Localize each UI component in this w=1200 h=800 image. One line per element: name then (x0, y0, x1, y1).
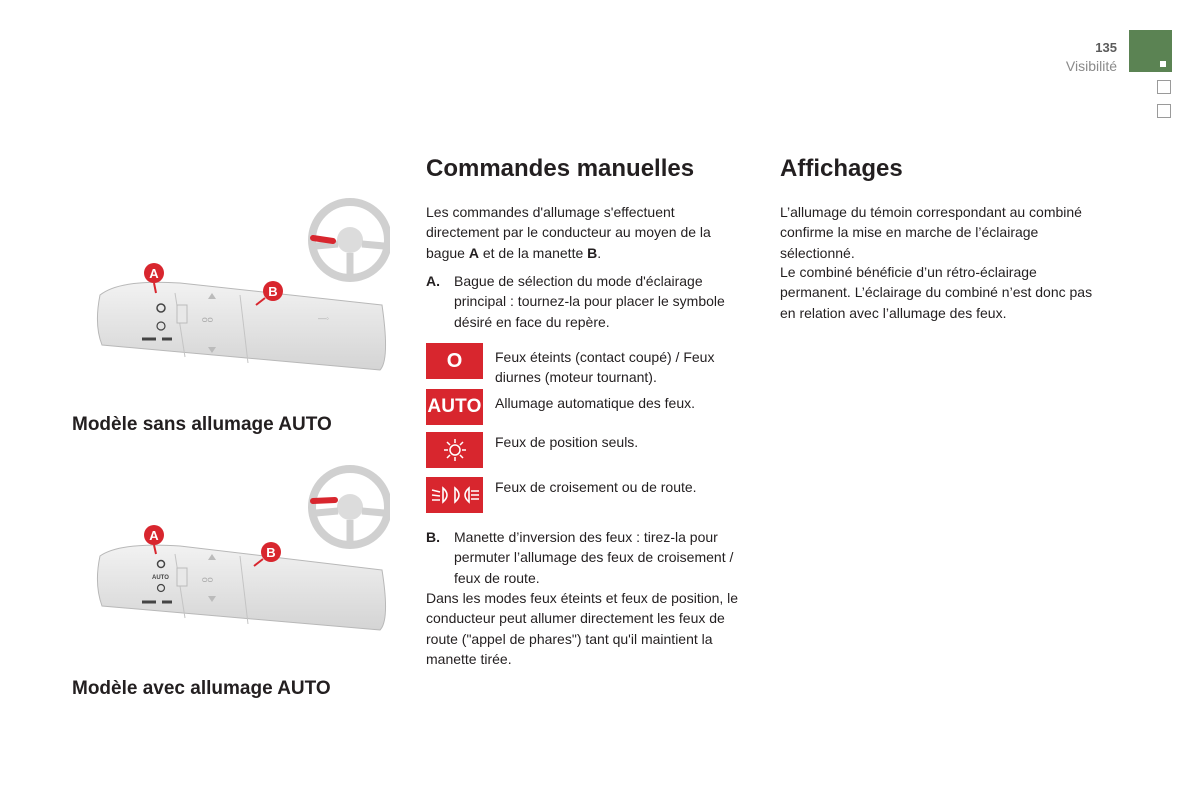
svg-text:B: B (266, 545, 276, 560)
sidelights-icon (426, 432, 483, 468)
stalk-highlight (313, 238, 333, 241)
steering-wheel-icon (312, 469, 388, 545)
chapter-tab[interactable] (1157, 104, 1171, 118)
headlights-icon (426, 477, 483, 513)
chapter-tab[interactable] (1157, 80, 1171, 94)
displays-text-1: L’allumage du témoin correspondant au combiné confirme la mise en marche de l’éclairage sélectionné. (780, 204, 1082, 261)
auto-lighting-icon: AUTO (426, 389, 483, 425)
page-number: 135 (1095, 40, 1117, 55)
chapter-tab-active[interactable] (1129, 30, 1172, 72)
heading-manual-controls: Commandes manuelles (426, 155, 695, 182)
stalk-highlight (313, 500, 335, 501)
lights-off-icon: O (426, 343, 483, 379)
displays-text-2: Le combiné bénéficie d’un rétro-éclairage permanent. L’éclairage du combiné n’est donc pas en relation avec l’allumage des feux. (780, 264, 1093, 321)
mode-text-off: Feux éteints (contact coupé) / Feux diurnes (moteur tournant). (495, 349, 715, 386)
svg-text:—◦: —◦ (318, 314, 329, 323)
caption-without-auto: Modèle sans allumage AUTO (72, 414, 332, 435)
svg-text:A: A (149, 266, 159, 281)
item-a: A. Bague de sélection du mode d'éclairage principal : tournez-la pour placer le symbole désiré en face du repère. (426, 273, 725, 330)
mode-text-auto: Allumage automatique des feux. (495, 395, 696, 411)
svg-text:AUTO: AUTO (152, 575, 169, 581)
item-b: B. Manette d’inversion des feux : tirez-la pour permuter l’allumage des feux de croisement / feux de route. (426, 529, 734, 586)
section-title: Visibilité (1065, 58, 1117, 74)
mode-text-sidelights: Feux de position seuls. (495, 434, 639, 450)
stalk-illustration-with-auto (80, 460, 390, 650)
manual-intro: Les commandes d'allumage s'effectuent directement par le conducteur au moyen de la bague A et de la manette B. (426, 204, 711, 261)
svg-text:ᴑᴑ: ᴑᴑ (202, 314, 213, 324)
svg-text:B: B (268, 284, 278, 299)
manual-outro: Dans les modes feux éteints et feux de position, le conducteur peut allumer directement les feux de route ("appel de phares") tant qu'il maintient la manette tirée. (426, 590, 739, 667)
caption-with-auto: Modèle avec allumage AUTO (72, 678, 331, 699)
svg-text:A: A (149, 528, 159, 543)
tab-marker (1160, 61, 1166, 67)
stalk-illustration-without-auto (80, 195, 390, 385)
svg-text:ᴑᴑ: ᴑᴑ (202, 574, 213, 584)
mode-text-headlights: Feux de croisement ou de route. (495, 479, 697, 495)
heading-displays: Affichages (780, 155, 903, 182)
